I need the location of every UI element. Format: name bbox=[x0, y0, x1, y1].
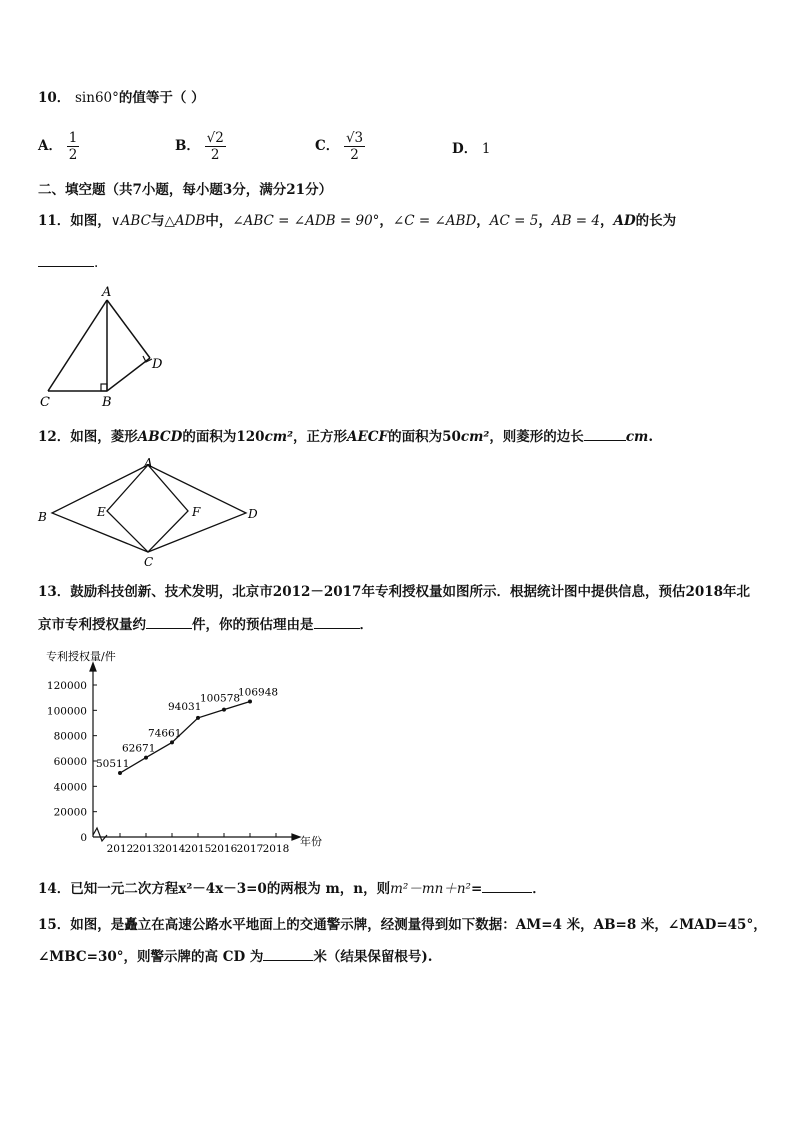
q15-text-a: ∠MBC=30°，则警示牌的高 CD 为 bbox=[38, 949, 264, 965]
q12-text-c: ，正方形 bbox=[293, 429, 347, 445]
q12-line bbox=[38, 426, 653, 446]
q11-sep: ， bbox=[599, 213, 614, 229]
q14-answer-blank[interactable] bbox=[482, 878, 532, 893]
q10-option-a bbox=[38, 130, 79, 163]
q10-option-b bbox=[175, 130, 226, 163]
q11-answer-blank[interactable] bbox=[38, 252, 94, 267]
q13-blank-reason[interactable] bbox=[314, 614, 360, 629]
q13-text-b: 件，你的预估理由是 bbox=[192, 617, 314, 633]
chart-ylabel: 专利授权量/件 bbox=[46, 650, 116, 663]
option-c-numerator: √3 bbox=[345, 130, 364, 146]
chart-y-arrow bbox=[90, 663, 96, 671]
q13-line1 bbox=[38, 583, 750, 601]
option-a-fraction bbox=[67, 130, 80, 163]
q14-line bbox=[38, 878, 546, 898]
chart-data-label: 50511 bbox=[96, 758, 130, 771]
q15-line2 bbox=[38, 946, 432, 966]
chart-x-arrow bbox=[292, 834, 300, 840]
q14-end: ． bbox=[532, 881, 546, 897]
chart-data-label: 62671 bbox=[122, 742, 156, 755]
chart-point bbox=[170, 740, 174, 744]
q12-figure bbox=[36, 455, 264, 570]
option-c-fraction bbox=[344, 130, 365, 163]
q11-text-a: 如图， bbox=[70, 213, 111, 229]
chart-y-tick-label: 40000 bbox=[53, 781, 87, 794]
q11-label-c: C bbox=[40, 395, 50, 410]
q14-equals: = bbox=[470, 881, 483, 897]
q12-label-d: D bbox=[248, 507, 258, 521]
chart-x-tick-label: 2013 bbox=[132, 843, 160, 855]
q12-label-b: B bbox=[38, 510, 47, 524]
q10-option-d bbox=[452, 140, 491, 158]
q10-text: 的值等于（ ） bbox=[118, 90, 205, 106]
q11-label-a: A bbox=[102, 285, 112, 300]
chart-point bbox=[118, 771, 122, 775]
q11-condition-angles: ∠C = ∠ABD bbox=[392, 213, 477, 229]
chart-x-tick-label: 2017 bbox=[236, 843, 264, 855]
q15-text-b: 米（结果保留根号). bbox=[313, 949, 433, 965]
chart-y-tick-label: 0 bbox=[80, 832, 87, 844]
q10-line bbox=[38, 89, 205, 107]
q13-patent-chart bbox=[36, 646, 336, 860]
q13-line2 bbox=[38, 614, 373, 634]
q15-text-line1: 如图，是矗立在高速公路水平地面上的交通警示牌，经测量得到如下数据：AM=4 米，AB=8 米，∠MAD=45°， bbox=[70, 917, 767, 933]
q12-text-b: 的面积为 bbox=[182, 429, 237, 445]
chart-x-tick-label: 2014 bbox=[158, 843, 186, 855]
chart-y-tick-label: 20000 bbox=[53, 806, 87, 819]
chart-x-tick-label: 2016 bbox=[210, 843, 238, 855]
q12-label-e: E bbox=[97, 505, 106, 519]
q11-period: . bbox=[94, 255, 99, 271]
q12-number: 12． bbox=[38, 429, 71, 445]
chart-y-tick-label: 60000 bbox=[53, 756, 87, 768]
q15-number: 15． bbox=[38, 917, 71, 933]
q12-unit3: cm bbox=[625, 429, 649, 445]
q11-condition-right-angles: ∠ABC = ∠ADB = 90° bbox=[232, 213, 380, 229]
chart-x-tick-label: 2015 bbox=[184, 843, 212, 855]
q13-text-line1: 鼓励科技创新、技术发明，北京市2012－2017年专利授权量如图所示．根据统计图中提供信息，预估2018年北 bbox=[70, 584, 751, 600]
option-a-numerator: 1 bbox=[68, 130, 78, 146]
q12-aecf: AECF bbox=[347, 429, 389, 445]
q14-equation: x²－4x－3=0 bbox=[178, 881, 267, 897]
q11-figure bbox=[36, 282, 176, 410]
chart-x-tick-label: 2018 bbox=[262, 843, 290, 855]
chart-data-label: 94031 bbox=[168, 700, 202, 713]
q13-number: 13． bbox=[38, 584, 71, 600]
q14-text-b: 的两根为 m，n，则 bbox=[266, 881, 391, 897]
chart-data-label: 100578 bbox=[200, 692, 241, 705]
q11-triangle-adb: △ADB bbox=[164, 213, 206, 229]
option-c-label: C． bbox=[315, 138, 340, 154]
q15-answer-blank[interactable] bbox=[263, 946, 313, 961]
q12-answer-blank[interactable] bbox=[584, 426, 626, 441]
chart-data-label: 106948 bbox=[238, 686, 279, 699]
q11-text-b: 与 bbox=[150, 213, 165, 229]
chart-axis-break bbox=[93, 828, 107, 841]
chart-data-label: 74661 bbox=[148, 727, 182, 740]
option-c-denominator: 2 bbox=[350, 147, 359, 163]
q11-tail: 的长为 bbox=[635, 213, 677, 229]
chart-y-tick-label: 120000 bbox=[46, 680, 87, 692]
q11-label-b: B bbox=[102, 395, 112, 410]
q12-end: . bbox=[648, 429, 654, 445]
q11-condition-ac: AC = 5 bbox=[489, 213, 539, 229]
q12-unit1: cm² bbox=[264, 429, 293, 445]
q11-sep: ， bbox=[379, 213, 393, 229]
q11-ad: AD bbox=[613, 213, 636, 229]
q14-number: 14． bbox=[38, 881, 71, 897]
q15-line1 bbox=[38, 916, 767, 934]
q11-number: 11． bbox=[38, 213, 71, 229]
q11-label-d: D bbox=[152, 357, 163, 372]
q13-end: ． bbox=[359, 617, 373, 633]
chart-y-tick-label: 80000 bbox=[53, 730, 87, 743]
q12-label-a: A bbox=[144, 456, 153, 470]
q12-area1: 120 bbox=[236, 429, 265, 445]
option-d-label: D． bbox=[452, 141, 478, 157]
option-b-fraction bbox=[205, 130, 226, 163]
q14-expression: m²－mn＋n² bbox=[390, 881, 471, 897]
chart-x-tick-label: 2012 bbox=[106, 843, 134, 855]
q12-label-c: C bbox=[144, 555, 154, 569]
option-b-denominator: 2 bbox=[210, 147, 220, 163]
q11-text-c: 中， bbox=[205, 213, 233, 229]
option-d-value: 1 bbox=[481, 141, 491, 157]
chart-point bbox=[196, 716, 200, 720]
option-a-denominator: 2 bbox=[68, 147, 78, 163]
option-b-label: B． bbox=[175, 138, 200, 154]
q11-line bbox=[38, 212, 676, 230]
chart-y-tick-label: 100000 bbox=[46, 705, 87, 718]
option-b-numerator: √2 bbox=[206, 130, 224, 146]
chart-point bbox=[248, 700, 252, 704]
q11-triangle-abc: ∨ABC bbox=[110, 213, 151, 229]
q10-number: 10． bbox=[38, 90, 71, 106]
q12-area2: 50 bbox=[442, 429, 461, 445]
q10-option-c bbox=[315, 130, 365, 163]
q11-answer-line bbox=[38, 252, 98, 272]
q12-text-e: ，则菱形的边长 bbox=[489, 429, 584, 445]
chart-xlabel: 年份 bbox=[300, 835, 322, 848]
q14-text-a: 已知一元二次方程 bbox=[70, 881, 179, 897]
q13-text-a: 京市专利授权量约 bbox=[38, 617, 146, 633]
q12-text-d: 的面积为 bbox=[388, 429, 443, 445]
chart-point bbox=[222, 708, 226, 712]
q11-sep: ， bbox=[476, 213, 490, 229]
q12-text-a: 如图，菱形 bbox=[70, 429, 138, 445]
option-a-label: A． bbox=[38, 138, 62, 154]
section-2-header: 二、填空题（共7小题，每小题3分，满分21分） bbox=[38, 182, 333, 198]
chart-point bbox=[144, 756, 148, 760]
q12-unit2: cm² bbox=[460, 429, 490, 445]
q11-condition-ab: AB = 4 bbox=[551, 213, 600, 229]
q12-label-f: F bbox=[192, 505, 201, 519]
q13-blank-estimate[interactable] bbox=[146, 614, 192, 629]
q11-sep: ， bbox=[538, 213, 552, 229]
q10-expr: sin60° bbox=[75, 90, 119, 106]
q12-abcd: ABCD bbox=[137, 429, 183, 445]
